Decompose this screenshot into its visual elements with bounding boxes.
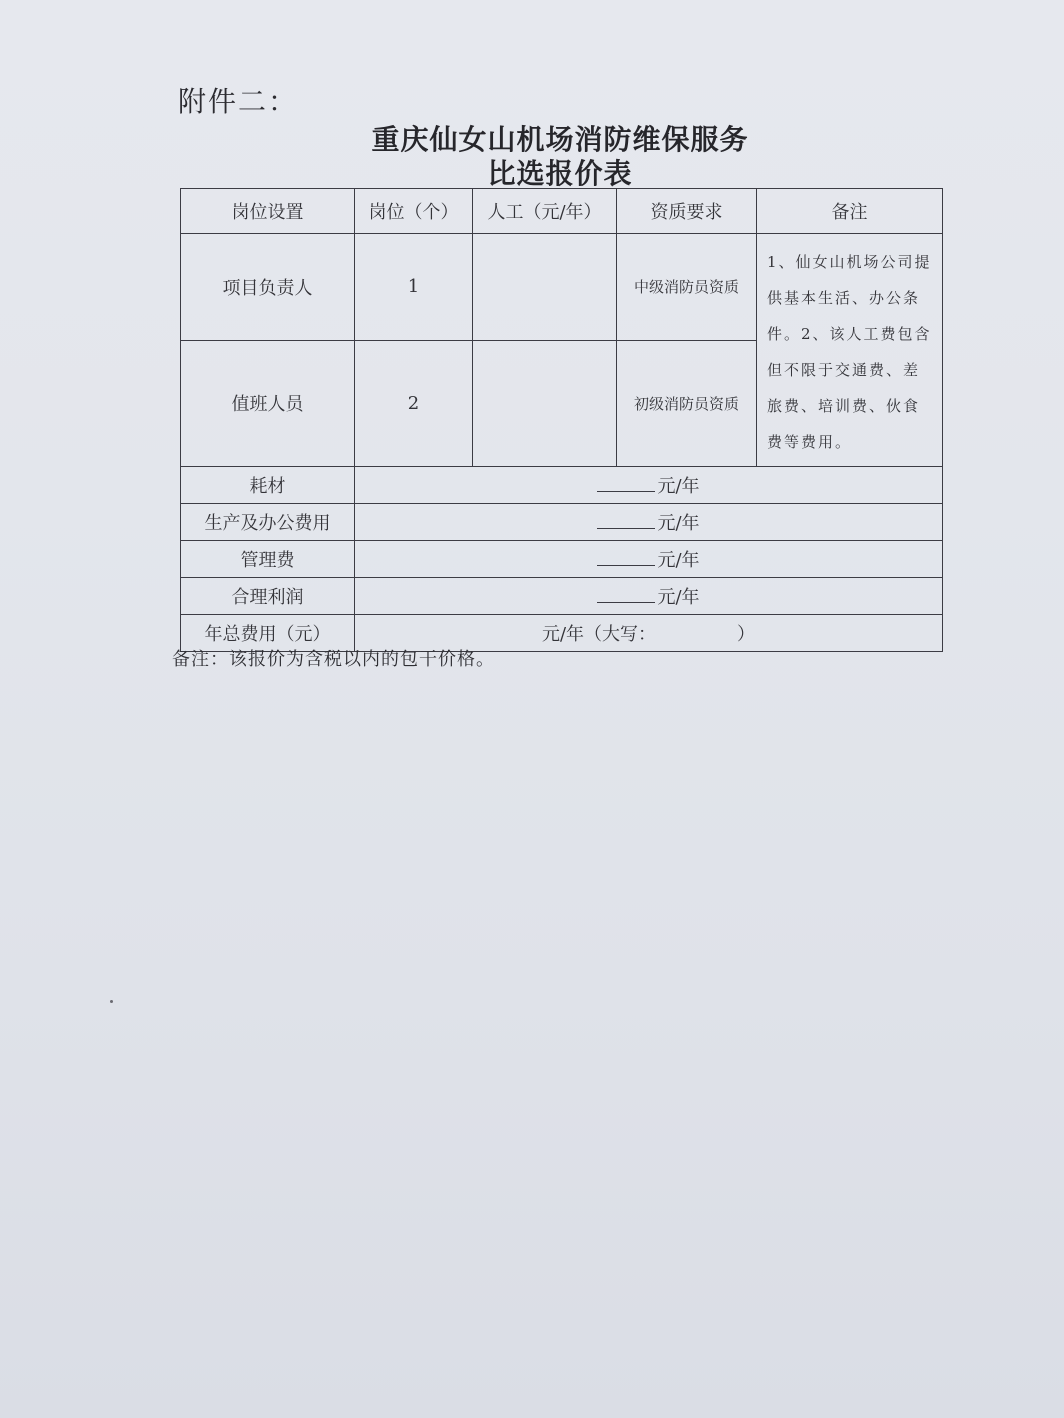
blank-line bbox=[597, 512, 655, 529]
document-title-line1: 重庆仙女山机场消防维保服务 bbox=[371, 123, 749, 156]
header-labor: 人工（元/年） bbox=[473, 189, 617, 234]
qualification-cell: 中级消防员资质 bbox=[617, 234, 757, 341]
blank-line bbox=[597, 475, 655, 492]
blank-line bbox=[597, 549, 655, 566]
remark-cell: 1、仙女山机场公司提供基本生活、办公条件。2、该人工费包含但不限于交通费、差旅费、培训费、伙食费等费用。 bbox=[757, 234, 943, 467]
header-count: 岗位（个） bbox=[355, 189, 473, 234]
header-position: 岗位设置 bbox=[181, 189, 355, 234]
summary-row bbox=[181, 467, 943, 504]
header-remark: 备注 bbox=[757, 189, 943, 234]
summary-value-cell bbox=[355, 504, 943, 541]
summary-row bbox=[181, 541, 943, 578]
document-title-line2: 比选报价表 bbox=[487, 157, 633, 190]
qualification-cell: 初级消防员资质 bbox=[617, 340, 757, 466]
summary-value: 元/年 bbox=[657, 513, 700, 534]
footnote: 备注：该报价为含税以内的包干价格。 bbox=[172, 649, 495, 670]
summary-value-cell bbox=[355, 467, 943, 504]
blank-line bbox=[597, 586, 655, 603]
labor-cell bbox=[473, 234, 617, 341]
summary-value: 元/年 bbox=[657, 587, 700, 608]
count-cell: 2 bbox=[355, 340, 473, 466]
position-cell: 值班人员 bbox=[181, 340, 355, 466]
position-cell: 项目负责人 bbox=[181, 234, 355, 341]
table-row bbox=[181, 234, 943, 341]
count-cell: 1 bbox=[355, 234, 473, 341]
paper-speck bbox=[110, 1000, 113, 1003]
labor-cell bbox=[473, 340, 617, 466]
header-qualification: 资质要求 bbox=[617, 189, 757, 234]
summary-row bbox=[181, 504, 943, 541]
attachment-label: 附件二： bbox=[178, 85, 299, 118]
summary-row bbox=[181, 578, 943, 615]
summary-label: 生产及办公费用 bbox=[181, 504, 355, 541]
summary-value: 元/年 bbox=[657, 550, 700, 571]
quote-table bbox=[180, 188, 943, 652]
summary-value-cell bbox=[355, 541, 943, 578]
summary-label: 耗材 bbox=[181, 467, 355, 504]
summary-value: 元/年 bbox=[657, 476, 700, 497]
summary-label: 管理费 bbox=[181, 541, 355, 578]
summary-value-cell bbox=[355, 578, 943, 615]
total-value: 元/年（大写： ） bbox=[355, 615, 943, 652]
summary-label: 合理利润 bbox=[181, 578, 355, 615]
table-header-row bbox=[181, 189, 943, 234]
total-label: 年总费用（元） bbox=[181, 615, 355, 652]
